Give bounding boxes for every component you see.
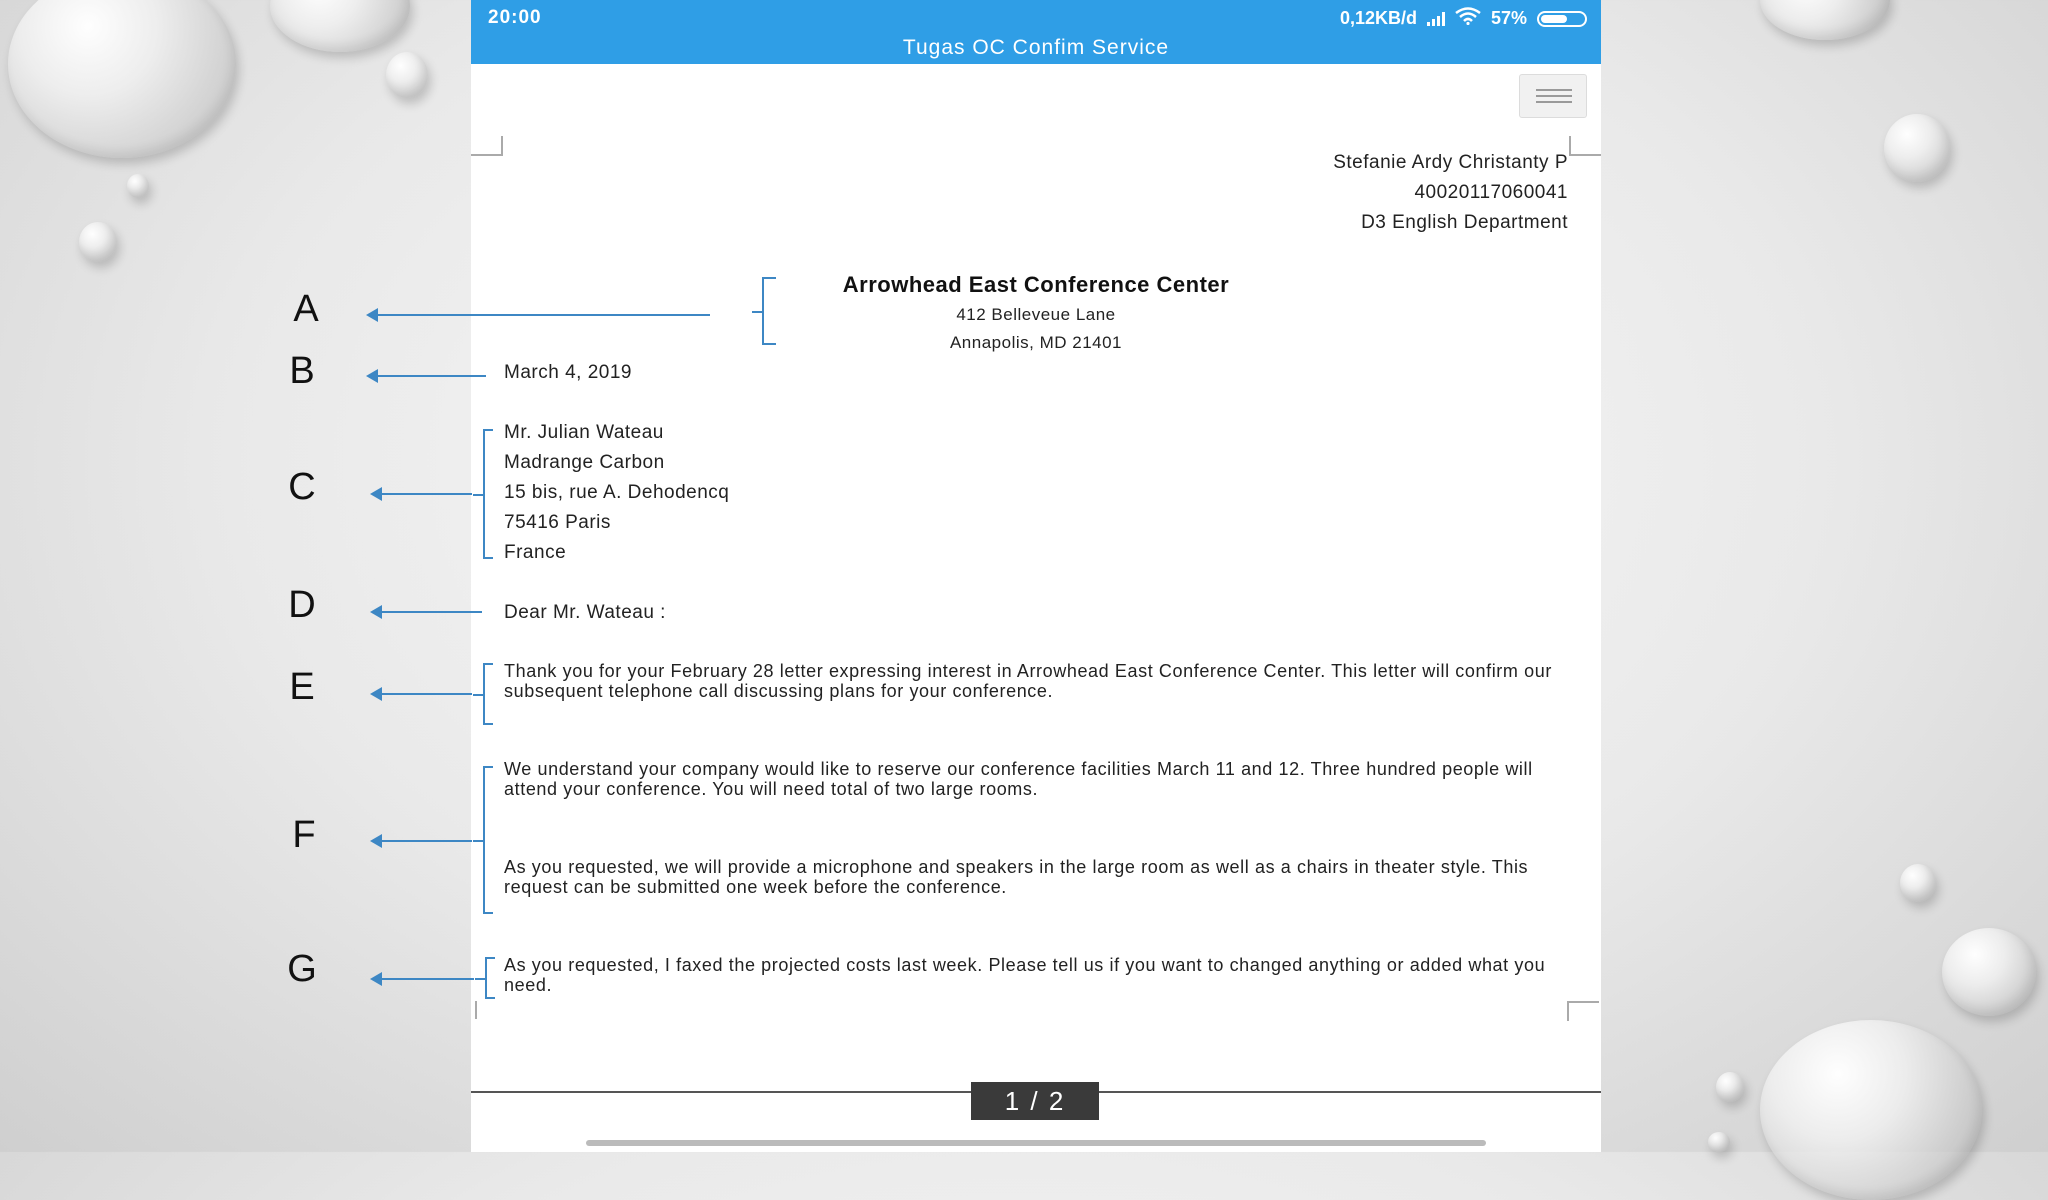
label-f: F [292,814,316,856]
label-c: C [288,466,316,508]
decorative-droplet [1884,114,1950,182]
menu-button[interactable] [1519,74,1587,118]
decorative-droplet [127,174,149,198]
arrow-b [376,375,486,377]
network-speed: 0,12KB/d [1339,8,1417,28]
app-title: Tugas OC Confim Service [902,36,1170,59]
horizontal-scrollbar[interactable] [586,1140,1486,1146]
sender-id: 40020117060041 [1414,182,1568,203]
salutation: Dear Mr. Wateau : [504,602,666,623]
decorative-droplet [1708,1132,1730,1152]
body-paragraph: As you requested, we will provide a microphone and speakers in the large room as well as a chairs in theater style. This request can be submitted one week before the conference. [504,857,1529,897]
arrow-a [376,314,710,316]
decorative-droplet [270,0,410,52]
status-time: 20:00 [488,7,542,28]
label-b: B [289,350,315,392]
bracket-g [485,957,495,999]
bracket-a [762,277,776,345]
inside-address-line: 75416 Paris [504,512,611,533]
arrow-g [380,978,474,980]
battery-icon [1537,11,1587,27]
crop-mark [1567,1001,1599,1021]
bracket-c [483,429,493,559]
bracket-e [483,663,493,725]
inside-address-line: 15 bis, rue A. Dehodencq [504,482,730,503]
body-paragraph: As you requested, I faxed the projected costs last week. Please tell us if you want to changed anything or added what you need. [504,955,1546,995]
decorative-droplet [1760,0,1890,40]
crop-mark [475,1001,478,1019]
heading-city: Annapolis, MD 21401 [949,333,1123,352]
label-d: D [288,584,316,626]
heading-street: 412 Belleveue Lane [956,305,1116,324]
body-paragraph: We understand your company would like to reserve our conference facilities March 11 and 12. Three hundred people will attend your conference. You will need total of two large rooms. [504,759,1533,799]
decorative-droplet [79,222,117,262]
sender-name: Stefanie Ardy Christanty P [1333,152,1568,173]
decorative-droplet [1716,1072,1744,1102]
crop-mark [471,136,503,156]
decorative-droplet [1760,1020,1982,1200]
menu-icon [1536,89,1572,91]
bracket-f [483,766,493,914]
status-indicators [1340,7,1587,30]
page-indicator: 1 / 2 [971,1082,1099,1120]
status-bar [471,0,1601,64]
arrow-d [380,611,482,613]
crop-mark [1569,136,1601,156]
inside-address-line: Mr. Julian Wateau [504,422,664,443]
wifi-icon [1455,7,1481,30]
heading-name: Arrowhead East Conference Center [842,272,1230,297]
arrow-c [380,493,472,495]
arrow-f [380,840,472,842]
battery-percent: 57% [1490,8,1527,28]
decorative-droplet [1900,864,1936,902]
body-paragraph: Thank you for your February 28 letter expressing interest in Arrowhead East Conference Center. This letter will confirm our subsequent telephone call discussing plans for your conference. [504,661,1552,701]
label-a: A [293,288,319,330]
decorative-droplet [386,52,428,98]
inside-address-line: Madrange Carbon [504,452,665,473]
menu-icon [1536,101,1572,103]
label-e: E [289,666,315,708]
arrow-e [380,693,472,695]
inside-address-line: France [504,542,567,563]
signal-icon [1427,12,1445,26]
letter-date: March 4, 2019 [504,362,632,383]
decorative-droplet [1942,928,2036,1016]
decorative-droplet [8,0,236,158]
label-g: G [287,948,317,990]
phone-screenshot [471,0,1601,1152]
sender-department: D3 English Department [1361,212,1568,233]
menu-icon [1536,95,1572,97]
